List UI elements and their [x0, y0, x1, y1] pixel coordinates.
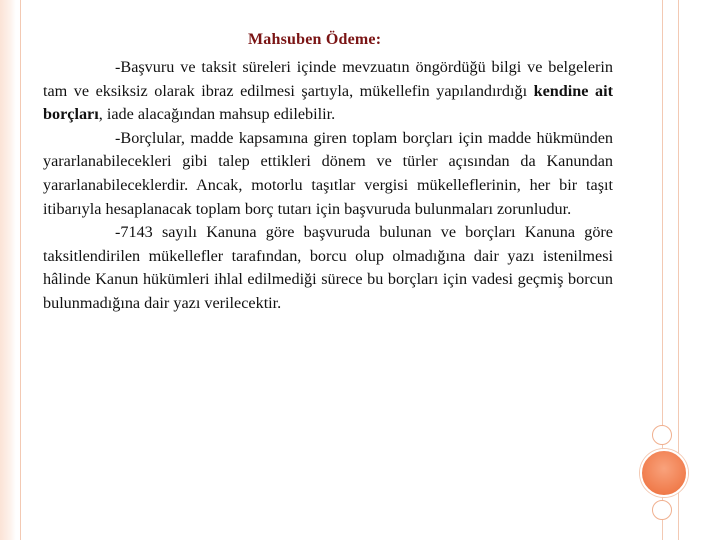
circle-decoration-large — [640, 449, 688, 497]
paragraph-debtors: -Borçlular, madde kapsamına giren toplam borçları için madde hükmünden yararlanabilecekleri gibi talep ettikleri dönem ve türler açısından da Kanundan yararlanabileceklerdir. Ancak, motorlu taşıtlar vergisi mükelleflerinin, her bir taşıt itibarıyla hesaplanacak toplam borç tutarı için başvuruda bulunmaları zorunludur. — [43, 128, 613, 218]
paragraph-offset-payment — [43, 56, 613, 127]
slide-content — [43, 28, 613, 316]
left-rule-line — [20, 0, 21, 540]
circle-decoration-bottom — [652, 500, 672, 520]
left-border-decoration — [0, 0, 16, 540]
paragraph-bold-text: kendine ait borçları — [43, 81, 613, 124]
slide-title: Mahsuben Ödeme: — [248, 31, 382, 48]
paragraph-text-end: , iade alacağından mahsup edilebilir. — [98, 105, 336, 124]
paragraph-text: -Başvuru ve taksit süreleri içinde mevzuatın öngördüğü bilgi ve belgelerin tam ve eksiksiz olarak ibraz edilmesi şartıyla, mükellefin yapılandırdığı — [43, 58, 613, 100]
paragraph-law-7143: -7143 sayılı Kanuna göre başvuruda bulunan ve borçları Kanuna göre taksitlendirilen mükellefler tarafından, borcu olup olmadığına dair yazı istenilmesi hâlinde Kanun hükümleri ihlal edilmediği sürece bu borçları için vadesi geçmiş borcun bulunmadığına dair yazı verilecektir. — [43, 223, 613, 312]
circle-decoration-small — [652, 425, 672, 445]
